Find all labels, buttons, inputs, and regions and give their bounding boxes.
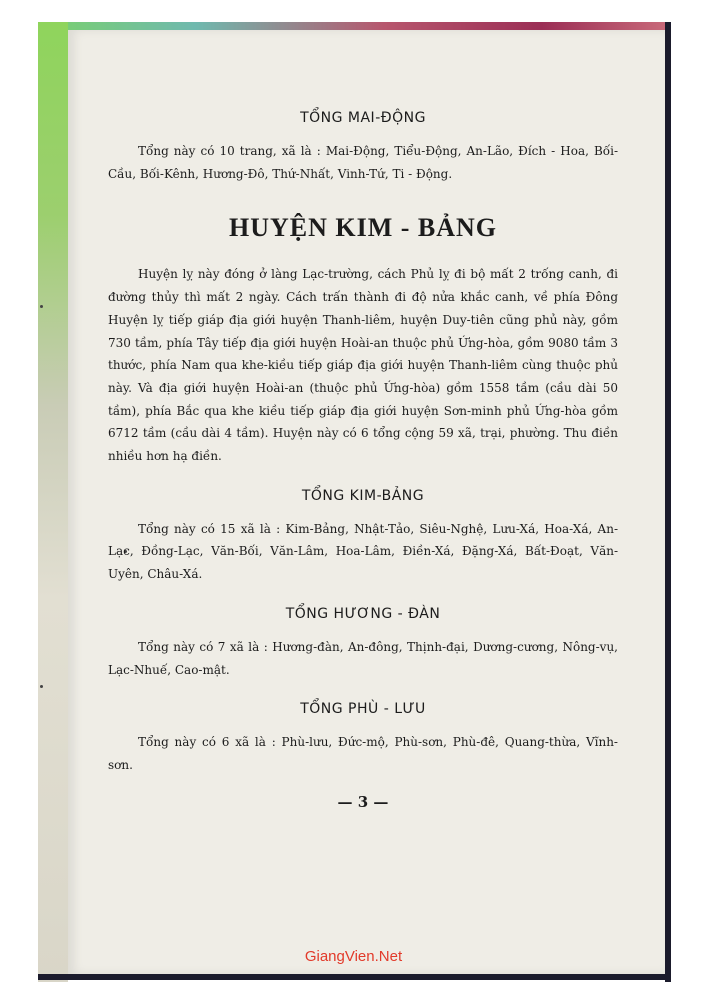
speck bbox=[40, 305, 43, 308]
section-heading-mai-dong: TỔNG MAI-ĐỘNG bbox=[300, 110, 426, 126]
section-heading-huong-dan: TỔNG HƯƠNG - ĐÀN bbox=[285, 605, 441, 622]
paragraph-kim-bang: Tổng này có 15 xã là : Kim-Bảng, Nhật-Tảo, Siêu-Nghệ, Lưu-Xá, Hoa-Xá, An-Lạc, Đồng-Lạc, Văn-Bối, Văn-Lâm, Hoa-Lâm, Điền-Xá, Đặng-Xá, Bất-Đoạt, Văn-Uyên, Châu-Xá. bbox=[108, 521, 618, 582]
chapter-title: HUYỆN KIM - BẢNG bbox=[228, 213, 498, 243]
paragraph-huyen-kim-bang: Huyện lỵ này đóng ở làng Lạc-trường, cách Phủ lỵ đi bộ mất 2 trống canh, đi đường thủy thì mất 2 ngày. Cách trấn thành đi độ nửa khắc canh, về phía Đông Huyện lỵ tiếp giáp địa giới huyện Thanh-liêm, huyện Duy-tiên cũng phủ này, gồm 730 tầm, phía Tây tiếp địa giới huyện Hoài-an thuộc phủ Ứng-hòa, gồm 9080 tầm 3 thước, phía Nam qua khe-kiều tiếp giáp địa giới huyện Thanh-liêm cùng thuộc phủ này. Và địa giới huyện Hoài-an (thuộc phủ Ứng-hòa) gồm 1558 tầm (cầu dài 50 tầm), phía Bắc qua khe kiều tiếp giáp địa giới huyện Sơn-minh phủ Ứng-hòa gồm 6712 tầm (cầu dài 4 tầm). Huyện này có 6 tổng cộng 59 xã, trại, phường. Thu điền nhiều hơn hạ điền. bbox=[108, 267, 618, 464]
scan-edge-left bbox=[38, 22, 68, 982]
paragraph-phu-luu: Tổng này có 6 xã là : Phù-lưu, Đức-mộ, Phù-sơn, Phù-đê, Quang-thừa, Vĩnh-sơn. bbox=[108, 735, 618, 772]
paragraph-mai-dong: Tổng này có 10 trang, xã là : Mai-Động, Tiểu-Động, An-Lão, Đích - Hoa, Bối-Cầu, Bối-Kênh, Hương-Đô, Thứ-Nhất, Vinh-Tứ, Ti - Động. bbox=[108, 144, 618, 181]
paragraph-huong-dan: Tổng này có 7 xã là : Hương-đàn, An-đông, Thịnh-đại, Dương-cương, Nông-vụ, Lạc-Nhuế, Cao-mật. bbox=[108, 639, 618, 677]
section-heading-phu-luu: TỔNG PHÙ - LƯU bbox=[300, 701, 426, 718]
watermark: GiangVien.Net bbox=[304, 948, 403, 965]
section-heading-kim-bang: TỔNG KIM-BẢNG bbox=[301, 487, 425, 504]
document-page bbox=[68, 30, 665, 974]
page-number: — 3 — bbox=[337, 792, 389, 811]
scan-edge-right bbox=[665, 22, 671, 982]
speck bbox=[40, 685, 43, 688]
scan-edge-bottom bbox=[38, 974, 671, 980]
page-content bbox=[108, 110, 618, 811]
